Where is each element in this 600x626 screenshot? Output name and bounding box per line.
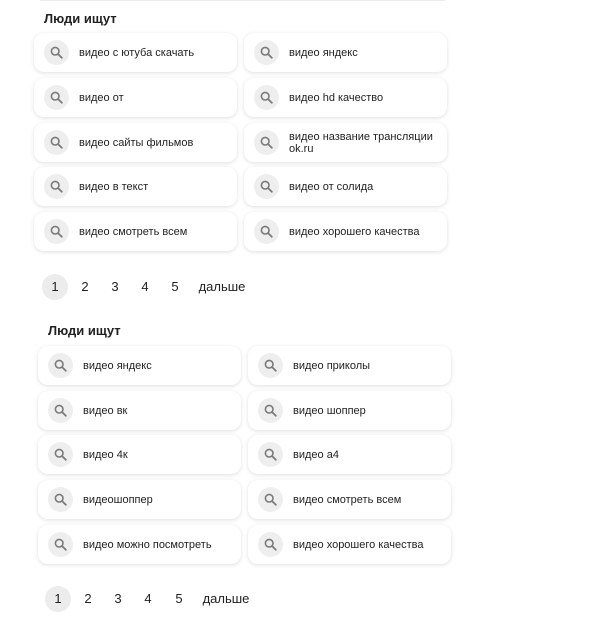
search-icon xyxy=(254,85,279,110)
suggestion-label: видео приколы xyxy=(293,359,371,372)
suggestion-card[interactable] xyxy=(248,435,451,474)
page-4-button[interactable]: 4 xyxy=(141,279,149,294)
suggestion-card[interactable] xyxy=(244,33,447,72)
suggestion-label: видео от солида xyxy=(289,180,374,193)
search-icon xyxy=(44,174,69,199)
suggestion-card[interactable] xyxy=(248,391,451,430)
suggestion-card[interactable] xyxy=(34,212,237,251)
search-icon xyxy=(48,442,73,467)
suggestion-card[interactable] xyxy=(244,78,447,117)
search-icon xyxy=(258,398,283,423)
suggestion-label: видео смотреть всем xyxy=(79,225,188,238)
search-icon xyxy=(258,487,283,512)
suggestion-label: видео с ютуба скачать xyxy=(79,46,195,59)
suggestion-card[interactable] xyxy=(38,480,241,519)
suggestion-card[interactable] xyxy=(38,346,241,385)
suggestion-card[interactable] xyxy=(38,525,241,564)
page-2-button[interactable]: 2 xyxy=(84,591,92,606)
suggestion-card[interactable] xyxy=(248,346,451,385)
suggestion-label: видео хорошего качества xyxy=(289,225,420,238)
search-icon xyxy=(48,532,73,557)
suggestion-label: видеошоппер xyxy=(83,493,153,506)
suggestion-card[interactable] xyxy=(34,78,237,117)
suggestion-card[interactable] xyxy=(34,167,237,206)
suggestion-card[interactable] xyxy=(248,480,451,519)
suggestion-card[interactable] xyxy=(38,435,241,474)
suggestion-label: видео hd качество xyxy=(289,91,384,104)
suggestion-label: видео хорошего качества xyxy=(293,538,424,551)
suggestion-label: видео а4 xyxy=(293,448,339,461)
search-icon xyxy=(44,219,69,244)
search-icon xyxy=(254,130,279,155)
suggestion-card[interactable] xyxy=(248,525,451,564)
page-4-button[interactable]: 4 xyxy=(144,591,152,606)
pagination xyxy=(0,586,600,612)
page-1-button[interactable]: 1 xyxy=(45,586,71,612)
page-1-button[interactable]: 1 xyxy=(42,274,68,300)
suggestion-card[interactable] xyxy=(244,167,447,206)
next-page-link[interactable]: дальше xyxy=(198,279,246,294)
search-icon xyxy=(254,40,279,65)
search-icon xyxy=(258,353,283,378)
page-5-button[interactable]: 5 xyxy=(175,591,183,606)
page-3-button[interactable]: 3 xyxy=(111,279,119,294)
suggestion-label: видео яндекс xyxy=(289,46,358,59)
search-icon xyxy=(44,40,69,65)
suggestion-card[interactable] xyxy=(34,123,237,162)
page-2-button[interactable]: 2 xyxy=(81,279,89,294)
suggestion-label: видео смотреть всем xyxy=(293,493,402,506)
search-icon xyxy=(48,398,73,423)
search-icon xyxy=(254,174,279,199)
people-search-section-2 xyxy=(0,312,600,626)
search-icon xyxy=(44,85,69,110)
search-icon xyxy=(48,353,73,378)
suggestion-card[interactable] xyxy=(244,123,447,162)
suggestion-label: видео вк xyxy=(83,404,128,417)
suggestion-label: видео от xyxy=(79,91,124,104)
search-icon xyxy=(258,442,283,467)
suggestion-label: видео название трансляции ok.ru xyxy=(289,130,433,155)
suggestion-label: видео 4к xyxy=(83,448,128,461)
pagination xyxy=(0,274,600,300)
page-5-button[interactable]: 5 xyxy=(171,279,179,294)
suggestion-card[interactable] xyxy=(38,391,241,430)
suggestion-label: видео шоппер xyxy=(293,404,366,417)
page-3-button[interactable]: 3 xyxy=(114,591,122,606)
suggestion-card[interactable] xyxy=(244,212,447,251)
people-search-section-1 xyxy=(0,0,600,310)
section-title: Люди ищут xyxy=(44,11,117,26)
section-title: Люди ищут xyxy=(48,323,121,338)
search-icon xyxy=(44,130,69,155)
suggestion-label: видео сайты фильмов xyxy=(79,136,194,149)
suggestion-label: видео яндекс xyxy=(83,359,152,372)
search-icon xyxy=(258,532,283,557)
search-icon xyxy=(48,487,73,512)
search-icon xyxy=(254,219,279,244)
suggestion-card[interactable] xyxy=(34,33,237,72)
suggestion-label: видео можно посмотреть xyxy=(83,538,212,551)
next-page-link[interactable]: дальше xyxy=(202,591,250,606)
suggestion-label: видео в текст xyxy=(79,180,149,193)
